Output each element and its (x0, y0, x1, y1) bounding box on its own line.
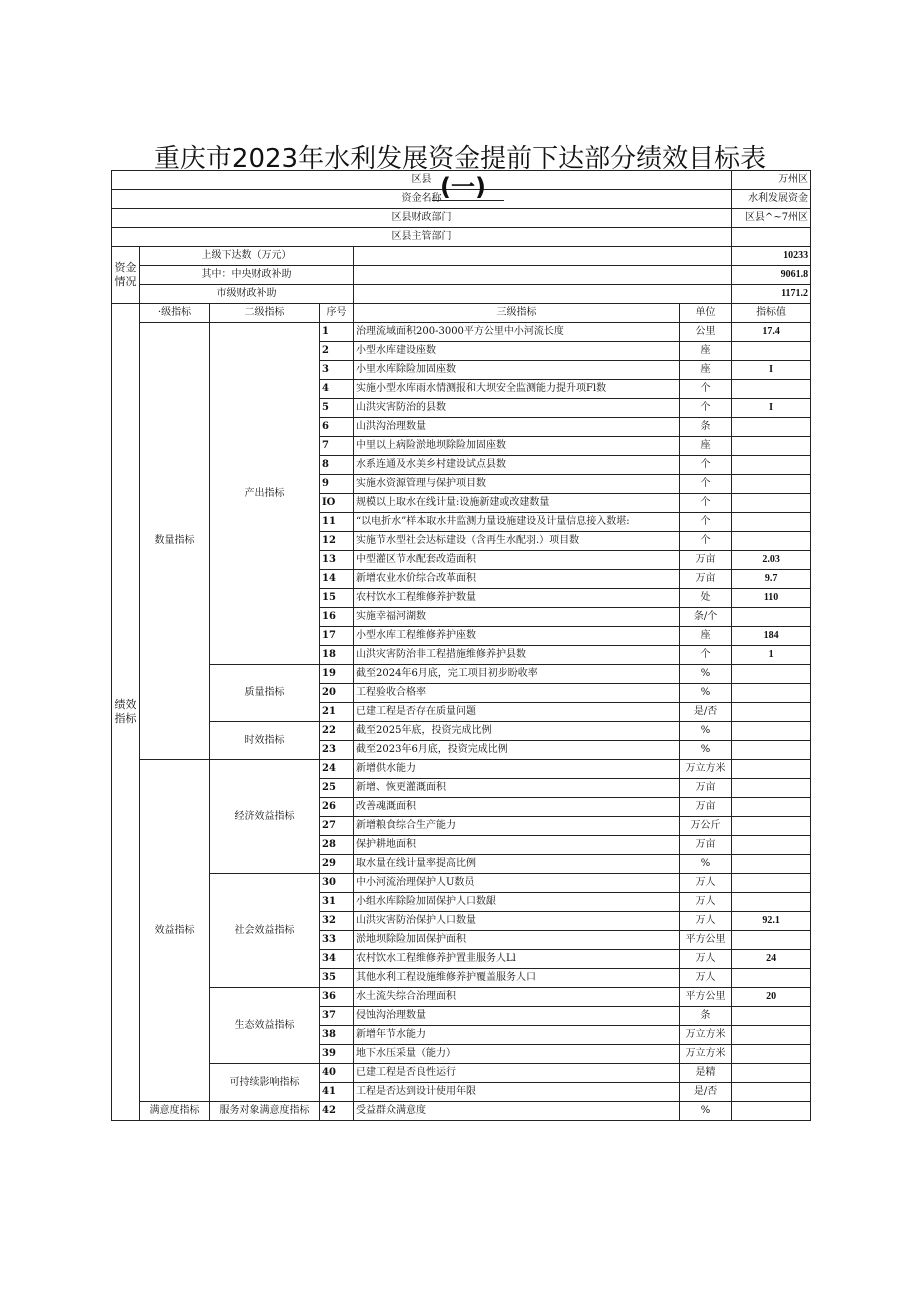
indicator-name: 工程是否达到设计使用年限 (354, 1083, 680, 1102)
level2-group-label: 产出指标 (210, 323, 320, 665)
authority-label: 区县主管部门 (112, 228, 732, 247)
indicator-name: 小里水库除险加固座数 (354, 361, 680, 380)
indicator-seq: 24 (320, 760, 354, 779)
indicator-seq: 19 (320, 665, 354, 684)
indicator-seq: 16 (320, 608, 354, 627)
indicator-name: 中小河流治理保护人U数员 (354, 874, 680, 893)
indicator-unit: % (680, 855, 732, 874)
indicator-value: 24 (732, 950, 811, 969)
indicator-unit: 万公斤 (680, 817, 732, 836)
indicator-value: I (732, 361, 811, 380)
indicator-value (732, 1007, 811, 1026)
indicator-value (732, 513, 811, 532)
indicator-value (732, 1045, 811, 1064)
indicator-seq: 35 (320, 969, 354, 988)
indicator-name: 新增供水能力 (354, 760, 680, 779)
indicator-value (732, 418, 811, 437)
indicator-name: 小组水库除险加固保护人口数龈 (354, 893, 680, 912)
indicator-name: 实施节水型社会达标建设（含再生水配羽.）项目数 (354, 532, 680, 551)
funds-row-label: 上级下达数（万元） (140, 247, 354, 266)
indicator-seq: 7 (320, 437, 354, 456)
level2-group-label: 生态效益指标 (210, 988, 320, 1064)
indicator-unit: % (680, 665, 732, 684)
indicator-name: 农村饮水工程维修养护数量 (354, 589, 680, 608)
indicator-value (732, 608, 811, 627)
indicator-unit: 万亩 (680, 836, 732, 855)
indicator-value: 1 (732, 646, 811, 665)
indicator-unit: 个 (680, 456, 732, 475)
indicator-unit: 个 (680, 532, 732, 551)
table-row (112, 874, 811, 893)
indicator-unit: 万人 (680, 969, 732, 988)
indicator-value (732, 665, 811, 684)
indicator-unit: 座 (680, 361, 732, 380)
funds-row-value: 10233 (732, 247, 811, 266)
performance-label: 绩效指标 (112, 304, 140, 1121)
indicator-name: 水土流失综合治理面积 (354, 988, 680, 1007)
funds-group-label: 资金情况 (112, 247, 140, 304)
indicator-unit: 座 (680, 437, 732, 456)
indicator-name: 实施水资源管理与保护项目数 (354, 475, 680, 494)
indicator-unit: 座 (680, 627, 732, 646)
indicator-name: 截至2025年底，投资完成比例 (354, 722, 680, 741)
indicator-name: 农村饮水工程维修养护置韭服务人Ll (354, 950, 680, 969)
indicator-name: 淤地坝除险加固保护面积 (354, 931, 680, 950)
county-value: 万州区 (732, 171, 811, 190)
funds-row-label: 其中：中央财政补助 (140, 266, 354, 285)
finance-dept-label: 区县财政部门 (112, 209, 732, 228)
table-row (112, 323, 811, 342)
indicator-seq: 1 (320, 323, 354, 342)
indicator-value (732, 703, 811, 722)
indicator-seq: 12 (320, 532, 354, 551)
empty-cell (354, 247, 732, 266)
level1-group-label: 数量指标 (140, 323, 210, 760)
indicator-value (732, 342, 811, 361)
indicator-value: 92.1 (732, 912, 811, 931)
indicator-unit: 处 (680, 589, 732, 608)
page-title: 重庆市2023年水利发展资金提前下达部分绩效目标表 (153, 144, 767, 174)
indicator-unit: 是/否 (680, 703, 732, 722)
indicator-seq: 32 (320, 912, 354, 931)
fund-name-value: 水利发展资金 (732, 190, 811, 209)
indicator-name: 侵蚀沟治理数量 (354, 1007, 680, 1026)
indicator-name: 山洪沟治理数量 (354, 418, 680, 437)
indicator-value (732, 1026, 811, 1045)
fund-name-label-cell (112, 190, 732, 209)
indicator-name: 新增年节水能力 (354, 1026, 680, 1045)
indicator-name: 地下水压采量（能力） (354, 1045, 680, 1064)
finance-dept-value: 区县^~7州区 (732, 209, 811, 228)
indicator-name: 新增粮食综合生产能力 (354, 817, 680, 836)
indicator-seq: 8 (320, 456, 354, 475)
column-header-level3: 三级指标 (354, 304, 680, 323)
funds-row-label: 市级财政补助 (140, 285, 354, 304)
indicator-unit: 万立方米 (680, 1026, 732, 1045)
indicator-seq: 31 (320, 893, 354, 912)
indicator-unit: 万亩 (680, 570, 732, 589)
indicator-unit: 万人 (680, 874, 732, 893)
indicator-unit: % (680, 1102, 732, 1121)
indicator-name: 山洪灾害防治保护人口数量 (354, 912, 680, 931)
indicator-seq: 11 (320, 513, 354, 532)
indicator-seq: 20 (320, 684, 354, 703)
subtitle-underline (432, 200, 504, 201)
indicator-value: 184 (732, 627, 811, 646)
indicator-unit: 个 (680, 494, 732, 513)
indicator-name: 截至2024年6月底，完工项目初步盼收率 (354, 665, 680, 684)
column-header-level1: ·级指标 (140, 304, 210, 323)
indicator-value: 2.03 (732, 551, 811, 570)
indicator-seq: 3 (320, 361, 354, 380)
indicator-value (732, 779, 811, 798)
level2-group-label: 质量指标 (210, 665, 320, 722)
indicator-name: 已建工程是否存在质量问题 (354, 703, 680, 722)
indicator-name: 保护耕地面积 (354, 836, 680, 855)
indicator-name: 小型水库建设座数 (354, 342, 680, 361)
indicator-name: 水系连通及水美乡村建设试点县数 (354, 456, 680, 475)
column-header-level2: 二级指标 (210, 304, 320, 323)
level1-group-label: 满意度指标 (140, 1102, 210, 1121)
indicator-seq: 5 (320, 399, 354, 418)
subtitle: (一) (440, 173, 486, 201)
indicator-value (732, 969, 811, 988)
indicator-unit: % (680, 722, 732, 741)
indicator-seq: 14 (320, 570, 354, 589)
table-row (112, 1102, 811, 1121)
indicator-name: 其他水利工程设施维修养护覆盖服务人口 (354, 969, 680, 988)
indicator-unit: 条 (680, 1007, 732, 1026)
indicator-unit: 个 (680, 399, 732, 418)
indicator-unit: % (680, 741, 732, 760)
indicator-seq: 22 (320, 722, 354, 741)
indicator-value (732, 817, 811, 836)
indicator-unit: 万人 (680, 912, 732, 931)
indicator-unit: 万亩 (680, 798, 732, 817)
indicator-value (732, 760, 811, 779)
empty-cell (354, 266, 732, 285)
indicator-unit: 公里 (680, 323, 732, 342)
indicator-seq: 26 (320, 798, 354, 817)
indicator-value (732, 456, 811, 475)
table-row (112, 722, 811, 741)
authority-value (732, 228, 811, 247)
indicator-value: I (732, 399, 811, 418)
indicator-seq: 33 (320, 931, 354, 950)
indicator-seq: 17 (320, 627, 354, 646)
indicator-seq: 42 (320, 1102, 354, 1121)
table-row (112, 760, 811, 779)
level2-group-label: 社会效益指标 (210, 874, 320, 988)
level2-group-label: 经济效益指标 (210, 760, 320, 874)
indicator-name: 改善魂溉面积 (354, 798, 680, 817)
indicator-seq: 25 (320, 779, 354, 798)
county-label: 区县 (112, 171, 732, 190)
indicator-unit: % (680, 684, 732, 703)
indicator-value (732, 855, 811, 874)
indicator-name: 实施幸福河湖数 (354, 608, 680, 627)
indicator-seq: 28 (320, 836, 354, 855)
indicator-name: 治理流域面积200-3000平方公里中小河流长度 (354, 323, 680, 342)
indicator-unit: 万亩 (680, 779, 732, 798)
indicator-unit: 万立方米 (680, 1045, 732, 1064)
indicator-value (732, 475, 811, 494)
indicator-value (732, 836, 811, 855)
column-header-seq: 序号 (320, 304, 354, 323)
indicator-value (732, 874, 811, 893)
indicator-seq: 18 (320, 646, 354, 665)
indicator-seq: 27 (320, 817, 354, 836)
indicator-name: 小型水库工程维修养护座数 (354, 627, 680, 646)
indicator-value: 9.7 (732, 570, 811, 589)
table-row (112, 1064, 811, 1083)
indicator-seq: 37 (320, 1007, 354, 1026)
indicator-name: 截至2023年6月底，投资完成比例 (354, 741, 680, 760)
indicator-value (732, 798, 811, 817)
indicator-seq: 30 (320, 874, 354, 893)
indicator-seq: IO (320, 494, 354, 513)
level2-group-label: 可持续影响指标 (210, 1064, 320, 1102)
indicator-seq: 34 (320, 950, 354, 969)
indicator-name: 规模以上取水在线计量:设施新建或改建数量 (354, 494, 680, 513)
indicator-value (732, 1083, 811, 1102)
fund-name-label: 资金名称 (401, 193, 442, 204)
table-row (112, 665, 811, 684)
indicator-seq: 15 (320, 589, 354, 608)
empty-cell (354, 285, 732, 304)
indicator-value (732, 893, 811, 912)
indicator-value: 17.4 (732, 323, 811, 342)
table-row (112, 988, 811, 1007)
indicator-value (732, 741, 811, 760)
indicator-unit: 是/否 (680, 1083, 732, 1102)
column-header-unit: 单位 (680, 304, 732, 323)
indicator-value (732, 722, 811, 741)
indicator-name: 实施小型水库雨水情测报和大坝安全监测能力提升项Fl数 (354, 380, 680, 399)
indicator-name: 山洪灾害防治非工程措施维修养护县数 (354, 646, 680, 665)
indicator-unit: 条/个 (680, 608, 732, 627)
level2-group-label: 服务对象满意度指标 (210, 1102, 320, 1121)
funds-row-value: 1171.2 (732, 285, 811, 304)
indicator-seq: 6 (320, 418, 354, 437)
indicator-value: 20 (732, 988, 811, 1007)
indicator-value (732, 1102, 811, 1121)
indicator-name: 中里以上病险淤地坝除险加固座数 (354, 437, 680, 456)
indicator-unit: 个 (680, 646, 732, 665)
indicator-value (732, 1064, 811, 1083)
indicator-value (732, 684, 811, 703)
indicator-name: 已建工程是否良性运行 (354, 1064, 680, 1083)
indicator-unit: 条 (680, 418, 732, 437)
indicator-unit: 个 (680, 380, 732, 399)
indicator-name: 新增农业水价综合改革面积 (354, 570, 680, 589)
indicator-value (732, 494, 811, 513)
indicator-unit: 平方公里 (680, 988, 732, 1007)
indicator-unit: 个 (680, 513, 732, 532)
indicator-unit: 万亩 (680, 551, 732, 570)
indicator-unit: 个 (680, 475, 732, 494)
column-header-value: 指标值 (732, 304, 811, 323)
indicator-seq: 21 (320, 703, 354, 722)
indicator-seq: 23 (320, 741, 354, 760)
indicator-name: 中型灌区节水配套改造面积 (354, 551, 680, 570)
indicator-name: 工程验收合格率 (354, 684, 680, 703)
indicator-seq: 13 (320, 551, 354, 570)
performance-table (111, 170, 811, 1121)
indicator-seq: 40 (320, 1064, 354, 1083)
level1-group-label: 效益指标 (140, 760, 210, 1102)
indicator-name: 受益群众满意度 (354, 1102, 680, 1121)
indicator-value (732, 437, 811, 456)
level2-group-label: 时效指标 (210, 722, 320, 760)
indicator-seq: 29 (320, 855, 354, 874)
indicator-seq: 38 (320, 1026, 354, 1045)
indicator-seq: 39 (320, 1045, 354, 1064)
indicator-name: “以电折水”样本取水井监测力量设施建设及计量信息接入数堪: (354, 513, 680, 532)
indicator-seq: 9 (320, 475, 354, 494)
indicator-name: 取水量在线计量率提高比例 (354, 855, 680, 874)
indicator-name: 山洪灾害防治的县数 (354, 399, 680, 418)
indicator-unit: 万立方米 (680, 760, 732, 779)
indicator-unit: 平方公里 (680, 931, 732, 950)
funds-row-value: 9061.8 (732, 266, 811, 285)
indicator-value: 110 (732, 589, 811, 608)
indicator-unit: 是精 (680, 1064, 732, 1083)
indicator-name: 新增、恢更灌溉面积 (354, 779, 680, 798)
indicator-unit: 万人 (680, 950, 732, 969)
indicator-value (732, 931, 811, 950)
indicator-seq: 4 (320, 380, 354, 399)
indicator-value (732, 532, 811, 551)
indicator-unit: 万人 (680, 893, 732, 912)
indicator-seq: 41 (320, 1083, 354, 1102)
indicator-seq: 2 (320, 342, 354, 361)
indicator-unit: 座 (680, 342, 732, 361)
indicator-seq: 36 (320, 988, 354, 1007)
indicator-value (732, 380, 811, 399)
